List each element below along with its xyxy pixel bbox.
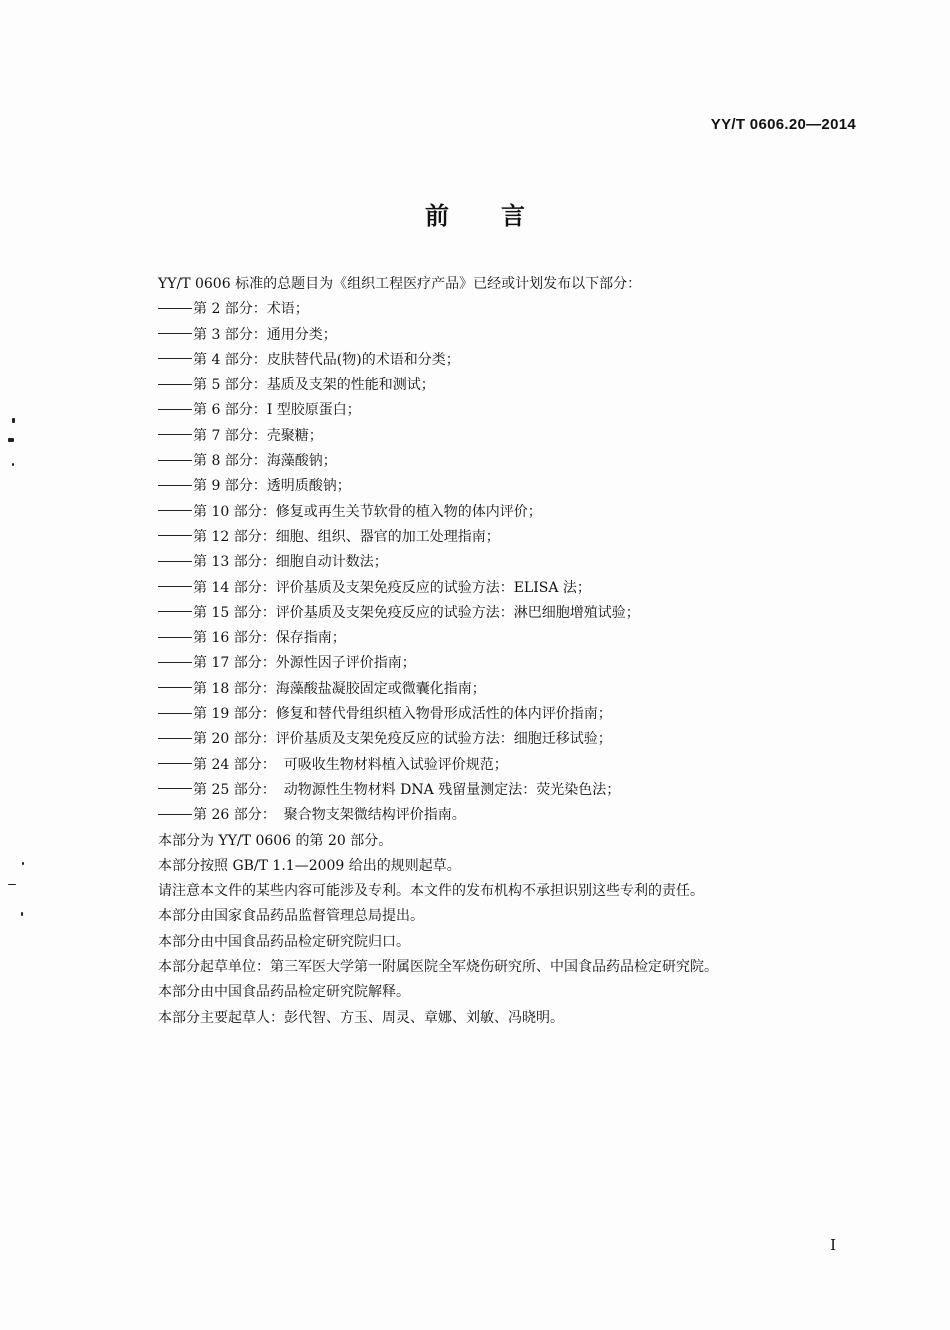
part-title: 细胞自动计数法； <box>275 554 388 571</box>
list-item <box>158 803 858 828</box>
list-item <box>158 525 858 550</box>
page-title: 前言 <box>425 202 577 230</box>
part-number: 第 17 部分： <box>193 655 276 672</box>
part-number: 第 8 部分： <box>193 453 267 470</box>
part-number: 第 16 部分： <box>193 630 276 647</box>
paragraph: 本部分为 YY/T 0606 的第 20 部分。 <box>158 832 393 849</box>
dash-mark <box>158 687 192 688</box>
part-title: 基质及支架的性能和测试； <box>266 377 435 394</box>
list-item <box>158 626 858 651</box>
list-item <box>158 778 858 803</box>
scan-speck <box>8 884 16 885</box>
part-title: 海藻酸盐凝胶固定或微囊化指南； <box>275 680 486 697</box>
part-number: 第 12 部分： <box>193 528 276 545</box>
part-number: 第 5 部分： <box>193 377 267 394</box>
dash-mark <box>158 637 192 638</box>
dash-mark <box>158 713 192 714</box>
dash-mark <box>158 384 192 385</box>
standard-code: YY/T 0606.20—2014 <box>710 116 856 133</box>
dash-mark <box>158 510 192 511</box>
part-number: 第 25 部分： <box>193 781 276 798</box>
paragraph: 请注意本文件的某些内容可能涉及专利。本文件的发布机构不承担识别这些专利的责任。 <box>158 883 704 900</box>
list-item <box>158 424 858 449</box>
dash-mark <box>158 434 192 435</box>
part-title: 动物源性生物材料 DNA 残留量测定法：荧光染色法； <box>283 781 621 798</box>
dash-mark <box>158 788 192 789</box>
list-item <box>158 677 858 702</box>
part-number: 第 13 部分： <box>193 554 276 571</box>
page-number: I <box>830 1236 836 1254</box>
paragraph: 本部分按照 GB/T 1.1—2009 给出的规则起草。 <box>158 857 461 874</box>
dash-mark <box>158 611 192 612</box>
list-item <box>158 576 858 601</box>
dash-mark <box>158 561 192 562</box>
list-item <box>158 297 858 322</box>
scan-speck <box>12 418 15 423</box>
scan-speck <box>12 463 14 466</box>
scan-speck <box>21 912 23 916</box>
dash-mark <box>158 333 192 334</box>
foreword-body <box>158 272 858 1031</box>
part-number: 第 4 部分： <box>193 351 267 368</box>
list-item <box>158 601 858 626</box>
dash-mark <box>158 535 192 536</box>
part-title: 保存指南； <box>275 630 346 647</box>
list-item <box>158 727 858 752</box>
part-number: 第 2 部分： <box>193 301 267 318</box>
part-number: 第 7 部分： <box>193 427 267 444</box>
part-title: 通用分类； <box>266 326 337 343</box>
dash-mark <box>158 308 192 309</box>
list-item <box>158 702 858 727</box>
part-number: 第 15 部分： <box>193 604 276 621</box>
dash-mark <box>158 763 192 764</box>
list-item <box>158 651 858 676</box>
part-number: 第 18 部分： <box>193 680 276 697</box>
dash-mark <box>158 738 192 739</box>
part-title: 皮肤替代品(物)的术语和分类； <box>266 351 460 368</box>
part-title: 修复或再生关节软骨的植入物的体内评价； <box>275 503 542 520</box>
part-title: 术语； <box>266 301 309 318</box>
part-title: 评价基质及支架免疫反应的试验方法：ELISA 法； <box>275 579 591 596</box>
part-title: I 型胶原蛋白； <box>266 402 361 419</box>
part-title: 评价基质及支架免疫反应的试验方法：细胞迁移试验； <box>275 731 612 748</box>
list-item <box>158 449 858 474</box>
list-item <box>158 373 858 398</box>
part-number: 第 3 部分： <box>193 326 267 343</box>
dash-mark <box>158 409 192 410</box>
dash-mark <box>158 460 192 461</box>
part-number: 第 24 部分： <box>193 756 276 773</box>
list-item <box>158 323 858 348</box>
part-number: 第 6 部分： <box>193 402 267 419</box>
paragraph: 本部分由国家食品药品监督管理总局提出。 <box>158 908 424 925</box>
list-item <box>158 550 858 575</box>
paragraph: 本部分起草单位：第三军医大学第一附属医院全军烧伤研究所、中国食品药品检定研究院。 <box>158 959 718 976</box>
part-title: 透明质酸钠； <box>266 478 351 495</box>
list-item <box>158 753 858 778</box>
dash-mark <box>158 358 192 359</box>
part-number: 第 14 部分： <box>193 579 276 596</box>
scan-speck <box>22 862 24 865</box>
part-title: 可吸收生物材料植入试验评价规范； <box>283 756 508 773</box>
part-title: 细胞、组织、器官的加工处理指南； <box>275 528 500 545</box>
part-title: 外源性因子评价指南； <box>275 655 416 672</box>
dash-mark <box>158 485 192 486</box>
dash-mark <box>158 814 192 815</box>
paragraph: 本部分主要起草人：彭代智、方玉、周灵、章娜、刘敏、冯晓明。 <box>158 1009 564 1026</box>
list-item <box>158 398 858 423</box>
dash-mark <box>158 586 192 587</box>
part-title: 修复和替代骨组织植入物骨形成活性的体内评价指南； <box>275 706 612 723</box>
part-number: 第 19 部分： <box>193 706 276 723</box>
part-title: 海藻酸钠； <box>266 453 337 470</box>
list-item <box>158 500 858 525</box>
intro-paragraph: YY/T 0606 标准的总题目为《组织工程医疗产品》已经或计划发布以下部分： <box>158 276 642 292</box>
paragraph: 本部分由中国食品药品检定研究院归口。 <box>158 933 410 950</box>
list-item <box>158 348 858 373</box>
part-number: 第 9 部分： <box>193 478 267 495</box>
part-title: 聚合物支架微结构评价指南。 <box>283 807 466 824</box>
part-title: 评价基质及支架免疫反应的试验方法：淋巴细胞增殖试验； <box>275 604 640 621</box>
part-number: 第 10 部分： <box>193 503 276 520</box>
scan-speck <box>8 438 14 442</box>
part-title: 壳聚糖； <box>266 427 323 444</box>
paragraph: 本部分由中国食品药品检定研究院解释。 <box>158 984 410 1001</box>
dash-mark <box>158 662 192 663</box>
list-item <box>158 474 858 499</box>
part-number: 第 26 部分： <box>193 807 276 824</box>
part-number: 第 20 部分： <box>193 731 276 748</box>
